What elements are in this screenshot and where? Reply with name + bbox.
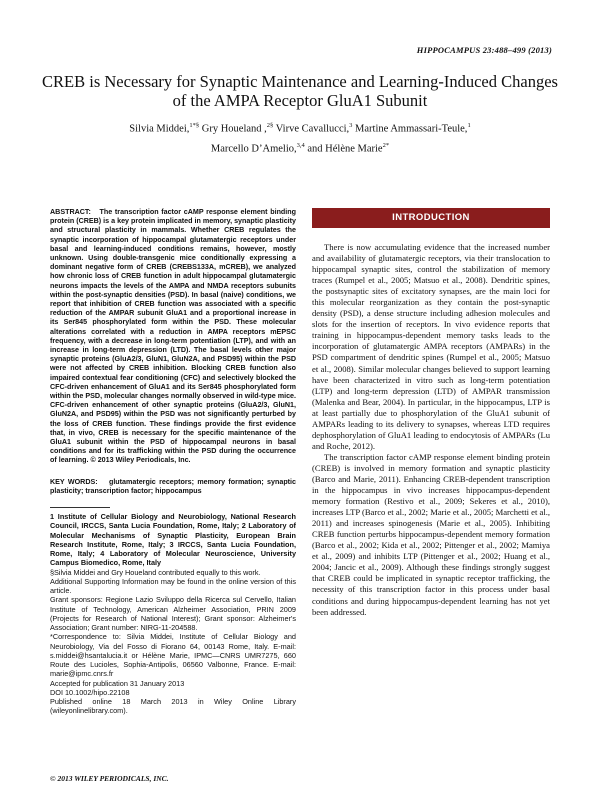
footnote-grants: Grant sponsors: Regione Lazio Sviluppo della Ricerca sul Cervello, Italian Institute of Technology, American Alzheimer Association, PRIN 2009 (Projects for Research of National Interest); Grant sponsor: Alzheimer's Association; Grant number: NIRG-11-204588. bbox=[50, 595, 296, 632]
author-damelio-affil: 3,4 bbox=[296, 141, 305, 149]
introduction-paragraph-1: There is now accumulating evidence that the increased number and availability of glutamatergic receptors, via their translocation to hippocampal synaptic sites, control the stabilization of memory traces (Rumpel et al., 2005; Matsuo et al., 2008). Dendritic spines, the postsynaptic sites of excitatory synapses, are the main loci for this molecular reorganization as they contain the post-synaptic density (PSD), a dense structure including adhesion molecules and slots for the insertion of receptors. In vivo evidence reports that training in hippocampus-dependent memory tasks leads to the incorporation of glutamatergic AMPA receptors (AMPARs) in the PSD compartment of dendritic spines (Rumpel et al., 2005; Matsuo et al., 2008). Similar molecular changes believed to support learning have been characterized in vitro such as long-term potentiation (LTP) and long-term depression (LTD) of AMPAR transmission (Malenka and Bear, 2004). In particular, in the hippocampus, LTP is at least partially due to phosphorylation of the GluA1 subunit of AMPARs leading to its delivery to synapses, whereas LTD requires dephosphorylation of GluA1 leading to endocytosis of AMPARs (Lu and Roche, 2012). bbox=[312, 242, 550, 451]
author-ammassari-teule-affil: 1 bbox=[467, 122, 471, 129]
author-middei-affil: 1*§ bbox=[189, 122, 200, 129]
footnote-divider bbox=[50, 507, 110, 508]
footnote-equal-contribution: §Silvia Middei and Gry Houeland contributed equally to this work. bbox=[50, 567, 261, 577]
footnote-supporting-info: Additional Supporting Information may be found in the online version of this article. bbox=[50, 576, 296, 595]
left-column bbox=[50, 208, 296, 496]
author-cavallucci: Virve Cavallucci, bbox=[273, 123, 350, 135]
author-marie-affil: 2* bbox=[382, 141, 390, 149]
abstract bbox=[50, 208, 296, 466]
author-damelio: Marcello D’Amelio, bbox=[210, 143, 297, 154]
footnote-affiliations: 1 Institute of Cellular Biology and Neurobiology, National Research Council, IRCCS, Santa Lucia Foundation, Rome, Italy; 2 Laboratory of Molecular Mechanisms of Synaptic Plasticity, European Brain Research Institute, Rome, Italy; 3 IRCCS, Santa Lucia Foundation, Rome, Italy; 4 Laboratory of Molecular Neuroscience, University Campus Biomedico, Rome, Italy bbox=[50, 512, 296, 568]
author-houeland: Gry Houeland , bbox=[199, 123, 267, 135]
abstract-text: The transcription factor cAMP response element binding protein (CREB) is a key protein implicated in memory, synaptic plasticity and structural plasticity in mammals. Whether CREB regulates the synaptic incorporation of hippocampal glutamatergic receptors under basal and learning-induced conditions remains, however, mostly unknown. Using double-transgenic mice conditionally expressing a dominant negative form of CREB (CREBS133A, mCREB), we analyzed how chronic loss of CREB function in adult hippocampal glutamatergic neurons impacts the levels of the AMPA and NMDA receptors subunits within the post-synaptic densities (PSD). In basal (naive) conditions, we report that inhibition of CREB function was associated with a specific reduction of the AMPAR subunit GluA1 and a proportional increase in its Ser845 phosphorylated form within the PSD. These molecular alterations correlated with a reduction in AMPA receptors mEPSC frequency, with a decrease in long-term potentiation (LTP), and with an increase in long-term depression (LTD). The basal levels other major synaptic proteins (GluA2/3, GluN1, GluN2A, and PSD95) within the PSD were not affected by CREB inhibition. Blocking CREB function also impaired contextual fear conditioning (CFC) and selectively blocked the CFC-driven enhancement of GluA1 and its Ser845 phosphorylated form within the PSD, molecular changes normally observed in wild-type mice. CFC-driven enhancement of other synaptic proteins (GluA2/3, GluN1, GluN2A, and PSD95) within the PSD was not significantly perturbed by the loss of CREB function. These findings provide the first evidence that, in vivo, CREB is necessary for the specific maintenance of the GluA1 subunit within the PSD of hippocampal neurons in basal conditions and for its trafficking within the PSD during the occurrence of learning. bbox=[50, 208, 297, 465]
author-list bbox=[60, 118, 540, 157]
right-column bbox=[312, 208, 550, 618]
footnote-published: Published online 18 March 2013 in Wiley Online Library (wileyonlinelibrary.com). bbox=[50, 697, 296, 716]
abstract-copyright: © 2013 Wiley Periodicals, Inc. bbox=[90, 456, 191, 465]
keywords bbox=[50, 478, 296, 496]
keywords-label: KEY WORDS: bbox=[50, 477, 98, 486]
footer-copyright: © 2013 WILEY PERIODICALS, INC. bbox=[50, 774, 169, 783]
article-title: CREB is Necessary for Synaptic Maintenance and Learning-Induced Changes of the AMPA Receptor GluA1 Subunit bbox=[42, 72, 558, 110]
abstract-label: ABSTRACT: bbox=[50, 208, 91, 216]
author-middei: Silvia Middei, bbox=[129, 123, 190, 135]
keywords-text: glutamatergic receptors; memory formation; synaptic plasticity; transcription factor; hippocampus bbox=[50, 477, 297, 495]
footnote-doi[interactable]: DOI 10.1002/hipo.22108 bbox=[50, 687, 130, 697]
footnote-accepted: Accepted for publication 31 January 2013 bbox=[50, 678, 185, 688]
author-ammassari-teule: Martine Ammassari-Teule, bbox=[352, 123, 468, 135]
footnotes bbox=[50, 512, 296, 716]
journal-reference: HIPPOCAMPUS 23:488–499 (2013) bbox=[416, 45, 552, 55]
author-cavallucci-affil: 3 bbox=[349, 122, 353, 129]
introduction-heading: INTRODUCTION bbox=[312, 208, 550, 228]
author-houeland-affil: 2§ bbox=[266, 122, 274, 129]
footnote-correspondence: *Correspondence to: Silvia Middei, Institute of Cellular Biology and Neurobiology, Via del Fosso di Fiorano 64, 00143 Rome, Italy. E-mail: s.middei@hsantalucia.it or Hélène Marie, IPMC—CNRS UMR7275, 660 Route des Lucioles, Sophia-Antipolis, 06560 Valbonne, France. E-mail: marie@ipmc.cnrs.fr bbox=[50, 632, 296, 679]
introduction-paragraph-2: The transcription factor cAMP response element binding protein (CREB) is involved in memory formation and synaptic plasticity (Barco and Marie, 2011). Enhancing CREB-dependent transcription in the hippocampus in vivo increases hippocampus-dependent memory formation (Restivo et al., 2009; Sekeres et al., 2010), increases LTP (Barco et al., 2002; Marie et al., 2005; Marchetti et al., 2011) and increases spinogenesis (Marie et al., 2005). Inhibiting CREB function perturbs hippocampus-dependent memory formation (Barco et al., 2002; Kida et al., 2002; Pittenger et al., 2002; Mamiya et al., 2009) and inhibits LTP (Pittenger et al., 2002; Huang et al., 2004; Jancic et al., 2009). Although these findings strongly suggest that CREB could be implicated in synaptic receptor trafficking, the necessity of this transcription factor in this process under basal conditions and during hippocampus-dependent learning has not yet been addressed. bbox=[312, 451, 551, 617]
author-marie: and Hélène Marie bbox=[304, 143, 383, 154]
